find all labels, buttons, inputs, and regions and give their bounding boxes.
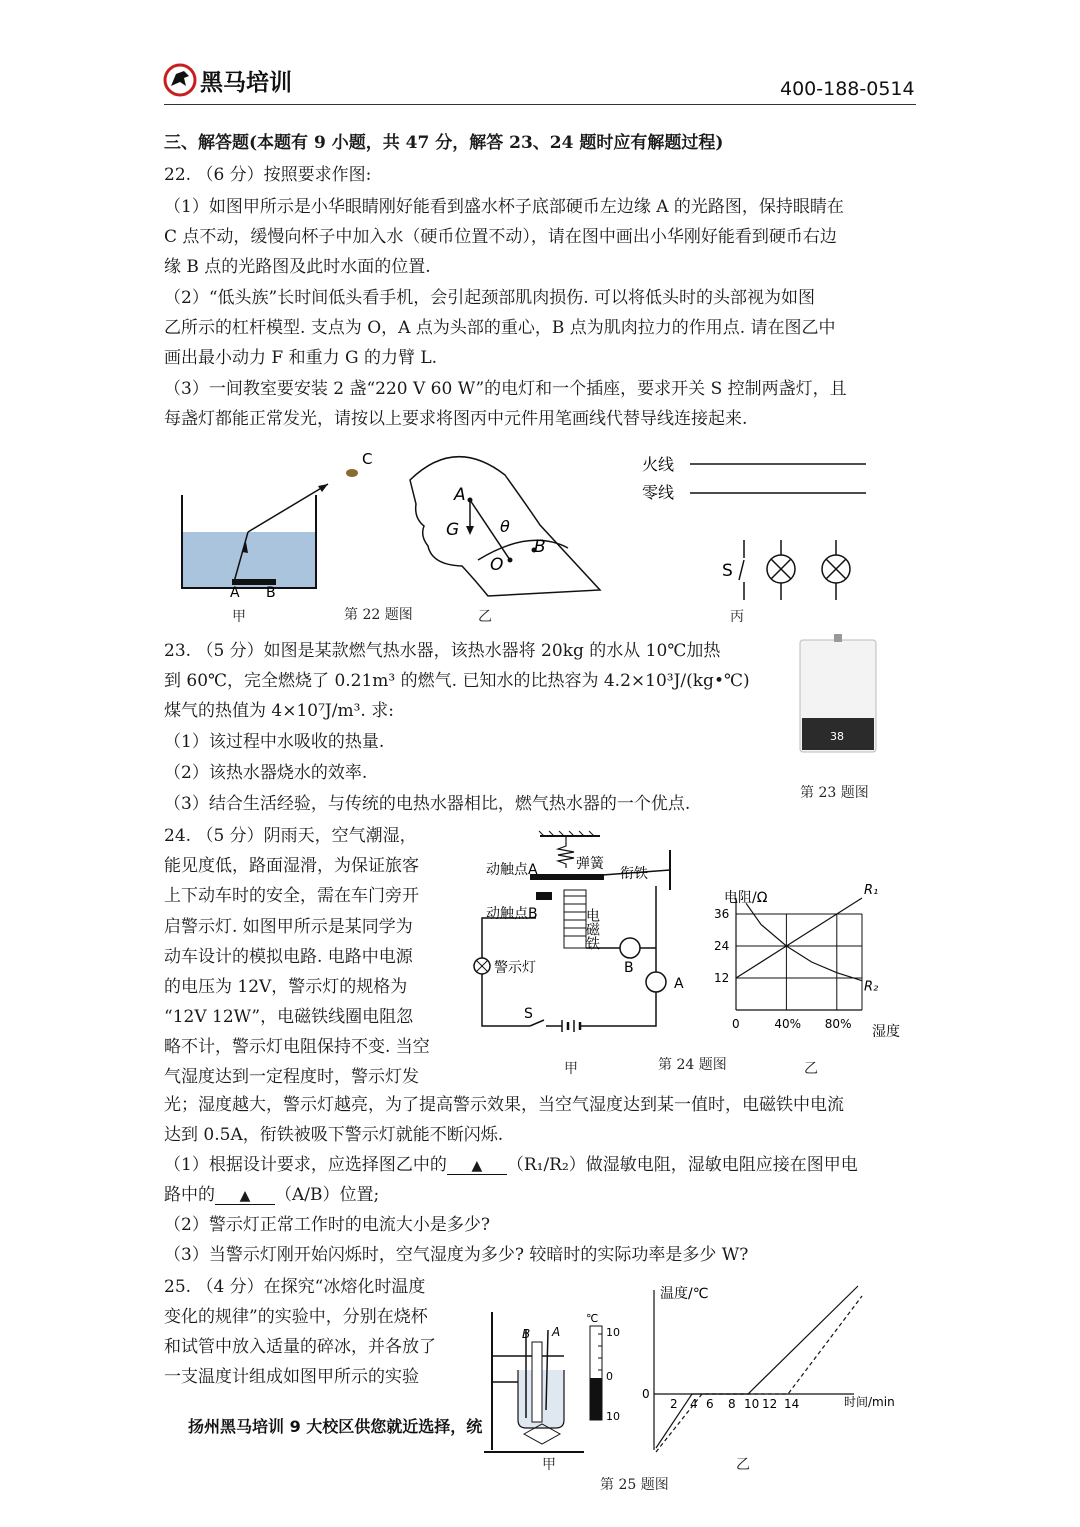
q23-line3: 煤气的热值为 4×10⁷J/m³. 求: xyxy=(164,701,394,721)
contact-A-label: 动触点A xyxy=(486,862,538,878)
figure-jia-cup xyxy=(182,450,372,601)
q25-line: 25. （4 分）在探究“冰熔化时温度 xyxy=(164,1277,426,1297)
q22-point-O: O xyxy=(490,555,504,575)
q24-line: 光；湿度越大，警示灯越亮，为了提高警示效果，当空气湿度达到某一值时，电磁铁中电流 xyxy=(164,1095,844,1115)
x-tick-label: 80% xyxy=(824,1017,852,1031)
q22-label-bing: 丙 xyxy=(730,609,744,625)
q22-theta: θ xyxy=(500,517,510,536)
q25-caption: 第 25 题图 xyxy=(600,1477,669,1493)
spring-label: 弹簧 xyxy=(576,856,604,872)
section-title: 三、解答题(本题有 9 小题，共 47 分，解答 23、24 题时应有解题过程) xyxy=(164,133,724,153)
q25-apparatus xyxy=(484,1300,634,1460)
logo-horse-icon xyxy=(162,62,198,98)
q22-point-G: G xyxy=(446,520,460,540)
q23-line2: 到 60℃，完全燃烧了 0.21m³ 的燃气. 已知水的比热容为 4.2×10³J/(kg•℃) xyxy=(164,671,750,691)
q24-line: 上下动车时的安全，需在车门旁开 xyxy=(164,886,419,906)
svg-text:12: 12 xyxy=(762,1397,778,1411)
q22-p3-line2: 每盏灯都能正常发光，请按以上要求将图丙中元件用笔画线代替导线连接起来. xyxy=(164,409,748,429)
heater-display: 38 xyxy=(830,730,844,743)
q24-line: “12V 12W”，电磁铁线圈电阻忽 xyxy=(164,1007,414,1027)
q22-point-B: B xyxy=(266,585,276,601)
x-axis-label: 湿度 xyxy=(872,1024,900,1040)
position-A-label: A xyxy=(674,976,684,992)
q22-p3-line1: （3）一间教室要安装 2 盏“220 V 60 W”的电灯和一个插座，要求开关 S 控制两盏灯，且 xyxy=(164,379,847,399)
series-beaker xyxy=(656,1286,858,1448)
q25-y-label: 温度/℃ xyxy=(660,1286,709,1302)
q25-label-A: A xyxy=(552,1325,561,1339)
q25-label-yi: 乙 xyxy=(736,1457,750,1473)
q22-p2-line1: （2）“低头族”长时间低头看手机，会引起颈部肌肉损伤. 可以将低头时的头部视为如图 xyxy=(164,288,816,308)
q22-point-C: C xyxy=(362,450,373,468)
q22-label-jia: 甲 xyxy=(232,609,246,625)
q22-p2-line2: 乙所示的杠杆模型. 支点为 O，A 点为头部的重心，B 点为肌肉拉力的作用点. 请在图乙中 xyxy=(164,318,836,338)
q22-p1-line3: 缘 B 点的光路图及此时水面的位置. xyxy=(164,257,431,277)
q22-stem: 22. （6 分）按照要求作图: xyxy=(164,165,372,185)
q23-sub3: （3）结合生活经验，与传统的电热水器相比，燃气热水器的一个优点. xyxy=(164,794,691,814)
q25-line: 一支温度计组成如图甲所示的实验 xyxy=(164,1367,419,1387)
svg-text:14: 14 xyxy=(784,1397,800,1411)
q25-line: 变化的规律”的实验中，分别在烧杯 xyxy=(164,1307,428,1327)
warning-lamp-label: 警示灯 xyxy=(494,960,536,976)
neutral-wire-label: 零线 xyxy=(642,483,675,502)
lamp-icon xyxy=(822,555,850,583)
q24-label-jia: 甲 xyxy=(564,1061,578,1077)
svg-text:4: 4 xyxy=(690,1397,698,1411)
footer-advert: 扬州黑马培训 9 大校区供您就近选择，统 xyxy=(188,1417,483,1436)
thermometer-unit: ℃ xyxy=(586,1312,599,1325)
q24-sub1-text: 路中的 xyxy=(164,1185,215,1205)
scale-top: 10 xyxy=(606,1326,620,1339)
q24-sub1-line2 xyxy=(164,1184,920,1206)
q24-line: 动车设计的模拟电路. 电路中电源 xyxy=(164,947,413,967)
switch-S-label: S xyxy=(722,561,733,581)
q24-circuit xyxy=(470,830,710,1050)
q23-sub1: （1）该过程中水吸收的热量. xyxy=(164,732,385,752)
y-tick-label: 12 xyxy=(714,971,730,985)
svg-text:10: 10 xyxy=(744,1397,760,1411)
q22-p2-line3: 画出最小动力 F 和重力 G 的力臂 L. xyxy=(164,348,438,368)
q24-line: 略不计，警示灯电阻保持不变. 当空 xyxy=(164,1037,430,1057)
q23-sub2: （2）该热水器烧水的效率. xyxy=(164,763,368,783)
q22-label-yi: 乙 xyxy=(478,609,492,625)
q23-caption: 第 23 题图 xyxy=(800,785,869,801)
q25-line: 和试管中放入适量的碎冰，并各放了 xyxy=(164,1337,436,1357)
svg-text:2: 2 xyxy=(670,1397,678,1411)
scale-mid: 0 xyxy=(606,1370,613,1383)
q23-line1: 23. （5 分）如图是某款燃气热水器，该热水器将 20kg 的水从 10℃加热 xyxy=(164,641,721,661)
q25-origin: 0 xyxy=(642,1387,650,1401)
q24-sub1-text: （R₁/R₂）做湿敏电阻，湿敏电阻应接在图甲电 xyxy=(506,1155,858,1175)
electromagnet-label: 电磁铁 xyxy=(584,908,600,950)
position-B-label: B xyxy=(624,960,634,976)
x-tick-label: 40% xyxy=(774,1017,802,1031)
q24-line: 达到 0.5A，衔铁被吸下警示灯就能不断闪烁. xyxy=(164,1125,504,1145)
logo-text: 黑马培训 xyxy=(200,70,292,96)
series-R1 xyxy=(736,898,862,978)
q24-line: 24. （5 分）阴雨天，空气潮湿， xyxy=(164,826,417,846)
q22-p1-line1: （1）如图甲所示是小华眼睛刚好能看到盛水杯子底部硬币左边缘 A 的光路图，保持眼睛在 xyxy=(164,197,844,217)
eye-icon xyxy=(346,469,358,477)
q24-line: 能见度低，路面湿滑，为保证旅客 xyxy=(164,856,419,876)
live-wire-label: 火线 xyxy=(642,455,675,474)
q24-sub1-text: （A/B）位置; xyxy=(275,1185,380,1205)
y-axis-label: 电阻/Ω xyxy=(724,890,768,906)
legend-label: R₁ xyxy=(864,884,879,898)
q25-label-B: B xyxy=(522,1327,531,1341)
q24-sub2: （2）警示灯正常工作时的电流大小是多少? xyxy=(164,1215,490,1235)
scale-bottom: 10 xyxy=(606,1410,620,1423)
q24-line: 启警示灯. 如图甲所示是某同学为 xyxy=(164,917,413,937)
svg-text:6: 6 xyxy=(706,1397,714,1411)
header-divider xyxy=(164,104,916,105)
y-tick-label: 36 xyxy=(714,907,730,921)
q24-line: 的电压为 12V，警示灯的规格为 xyxy=(164,977,408,997)
series-R2 xyxy=(746,903,862,980)
q25-label-jia: 甲 xyxy=(542,1457,556,1473)
q24-sub3: （3）当警示灯刚开始闪烁时，空气湿度为多少? 较暗时的实际功率是多少 W? xyxy=(164,1245,749,1265)
svg-text:8: 8 xyxy=(728,1397,736,1411)
water-heater-image xyxy=(798,634,878,774)
lamp-icon xyxy=(767,555,795,583)
q25-x-label: 时间/min xyxy=(844,1395,895,1409)
q22-point-A2: A xyxy=(454,485,466,505)
thermometer-scale-icon xyxy=(586,1312,620,1423)
switch-S-label: S xyxy=(524,1006,533,1022)
q22-figures xyxy=(170,440,890,630)
q24-sub1-text: （1）根据设计要求，应选择图乙中的 xyxy=(164,1155,447,1175)
answer-blank-2[interactable]: ▲ xyxy=(215,1188,275,1205)
x-tick-label: 0 xyxy=(732,1017,740,1031)
q24-caption: 第 24 题图 xyxy=(658,1057,727,1073)
series-tube xyxy=(656,1296,862,1452)
q24-humidity-chart xyxy=(712,884,912,1044)
answer-blank-1[interactable]: ▲ xyxy=(447,1158,507,1175)
q24-line: 气湿度达到一定程度时，警示灯发 xyxy=(164,1067,419,1087)
contact-B-label: 动触点B xyxy=(486,906,538,922)
spring-icon xyxy=(558,836,574,868)
figure-yi-head xyxy=(410,457,600,596)
q25-temperature-graph xyxy=(640,1282,900,1458)
phone-number: 400-188-0514 xyxy=(780,78,915,100)
y-tick-label: 24 xyxy=(714,939,730,953)
switch-icon xyxy=(739,560,744,580)
q22-p1-line2: C 点不动，缓慢向杯子中加入水（硬币位置不动），请在图中画出小华刚好能看到硬币右边 xyxy=(164,227,837,247)
armature-label: 衔铁 xyxy=(620,866,648,882)
q22-caption: 第 22 题图 xyxy=(344,607,413,623)
figure-bing-wiring xyxy=(642,455,866,600)
q24-sub1-line1 xyxy=(164,1154,920,1176)
q22-point-A: A xyxy=(230,585,240,601)
legend-label: R₂ xyxy=(864,979,879,995)
q24-label-yi: 乙 xyxy=(804,1061,818,1077)
q22-point-B2: B xyxy=(534,537,546,557)
warning-lamp-icon xyxy=(474,958,490,974)
